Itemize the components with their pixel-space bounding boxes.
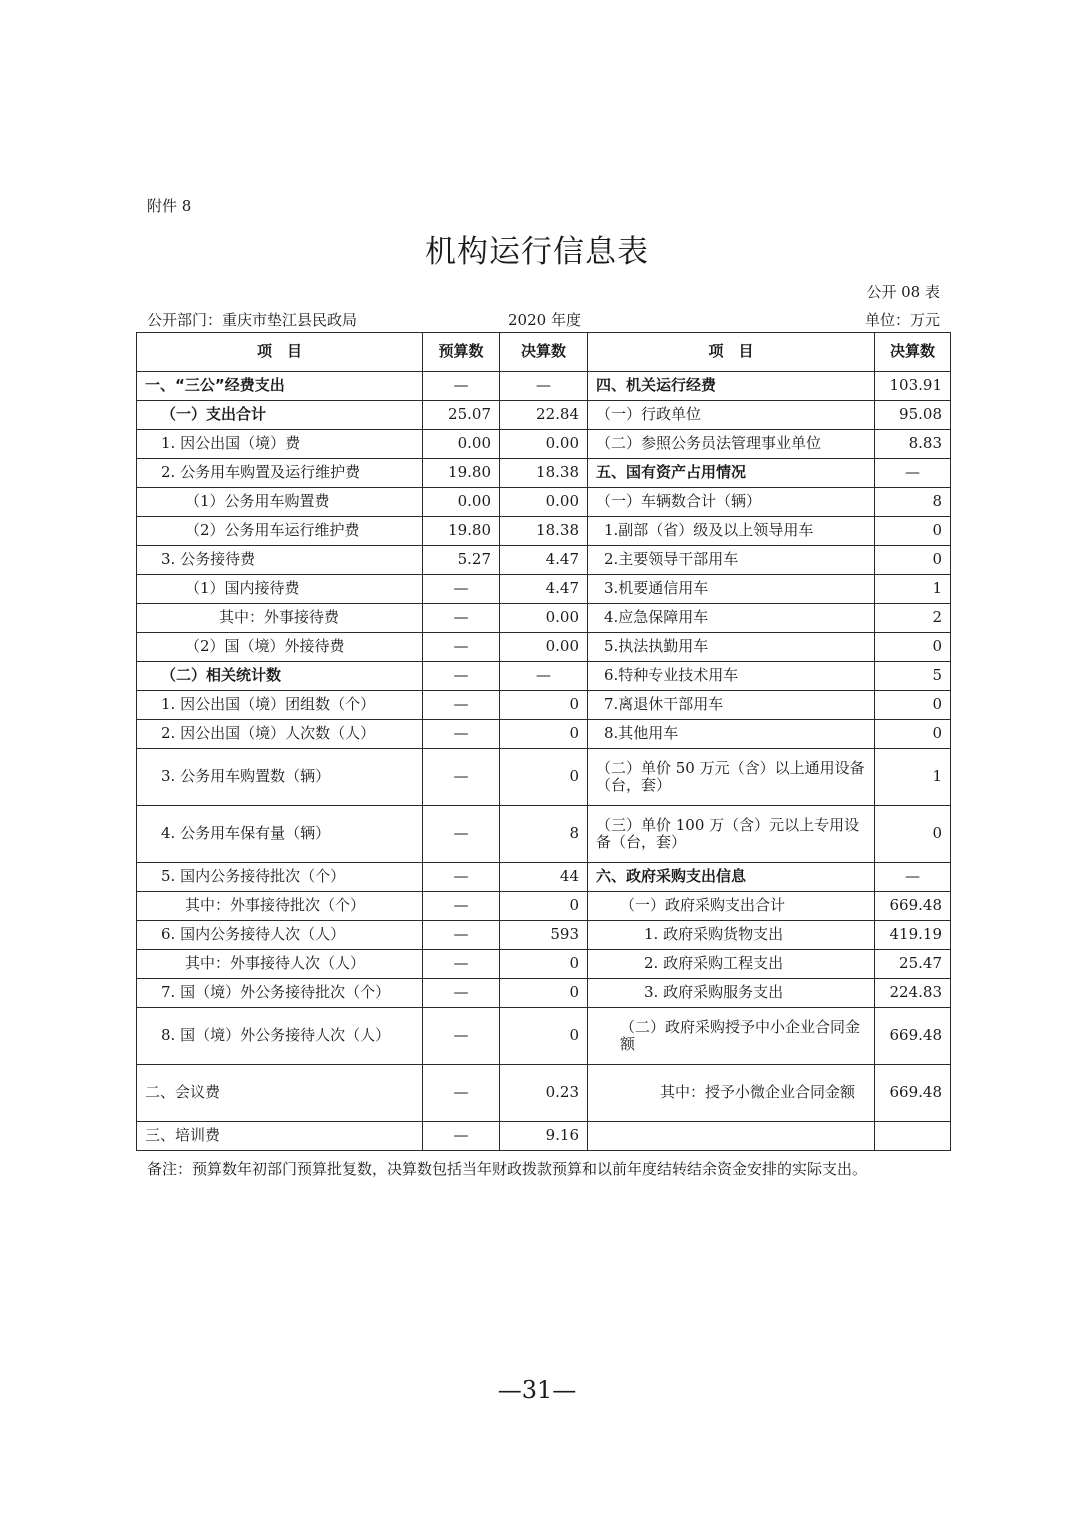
row-budget: —: [423, 372, 500, 401]
row-item-right: 2. 政府采购工程支出: [588, 950, 875, 979]
row-actual-right: 25.47: [875, 950, 951, 979]
department-label: 公开部门：重庆市垫江县民政局: [147, 311, 358, 329]
row-actual: 44: [500, 863, 588, 892]
row-item: 5. 国内公务接待批次（个）: [137, 863, 423, 892]
year-label: 2020 年度: [508, 311, 581, 329]
row-item: （二）相关统计数: [137, 662, 423, 691]
row-budget: 5.27: [423, 546, 500, 575]
row-item: （一）支出合计: [137, 401, 423, 430]
row-item: （2）国（境）外接待费: [137, 633, 423, 662]
row-budget: —: [423, 979, 500, 1008]
table-row: [137, 459, 951, 488]
table-row: [137, 662, 951, 691]
row-item: 1. 因公出国（境）费: [137, 430, 423, 459]
footnote: 备注：预算数年初部门预算批复数，决算数包括当年财政拨款预算和以前年度结转结余资金安排的实际支出。: [147, 1160, 868, 1178]
row-item-right: （一）行政单位: [588, 401, 875, 430]
row-budget: 25.07: [423, 401, 500, 430]
row-item-right: 五、国有资产占用情况: [588, 459, 875, 488]
row-actual-right: 5: [875, 662, 951, 691]
row-item-right: [588, 1122, 875, 1151]
table-row: [137, 517, 951, 546]
row-item-right: 3.机要通信用车: [588, 575, 875, 604]
row-actual: 0.00: [500, 430, 588, 459]
row-item-right: 5.执法执勤用车: [588, 633, 875, 662]
row-actual-right: 8.83: [875, 430, 951, 459]
row-actual-right: —: [875, 459, 951, 488]
table-row: [137, 1065, 951, 1122]
row-item-right: 其中：授予小微企业合同金额: [588, 1065, 875, 1122]
row-actual: 4.47: [500, 575, 588, 604]
annex-label: 附件 8: [147, 197, 192, 215]
table-row: [137, 633, 951, 662]
header-budget: 预算数: [423, 333, 500, 372]
row-budget: —: [423, 863, 500, 892]
row-budget: 19.80: [423, 517, 500, 546]
row-actual-right: 0: [875, 633, 951, 662]
table-row: [137, 604, 951, 633]
header-item-right: 项 目: [588, 333, 875, 372]
row-actual-right: 669.48: [875, 1008, 951, 1065]
page-number: —31—: [497, 1376, 577, 1404]
row-actual-right: 1: [875, 575, 951, 604]
row-item-right: 六、政府采购支出信息: [588, 863, 875, 892]
row-budget: —: [423, 806, 500, 863]
row-actual: 4.47: [500, 546, 588, 575]
row-item: 1. 因公出国（境）团组数（个）: [137, 691, 423, 720]
row-actual-right: 0: [875, 546, 951, 575]
table-row: [137, 979, 951, 1008]
row-item-right: 4.应急保障用车: [588, 604, 875, 633]
table-row: [137, 806, 951, 863]
header-item: 项 目: [137, 333, 423, 372]
row-item: 8. 国（境）外公务接待人次（人）: [137, 1008, 423, 1065]
row-actual-right: 0: [875, 691, 951, 720]
table-row: [137, 950, 951, 979]
table-row: [137, 720, 951, 749]
table-row: [137, 749, 951, 806]
table-header-row: [137, 333, 951, 372]
row-actual-right: 95.08: [875, 401, 951, 430]
row-actual-right: 224.83: [875, 979, 951, 1008]
row-item-right: 3. 政府采购服务支出: [588, 979, 875, 1008]
row-item-right: （一）政府采购支出合计: [588, 892, 875, 921]
info-table: [136, 332, 951, 1151]
row-actual-right: 8: [875, 488, 951, 517]
row-budget: —: [423, 691, 500, 720]
row-budget: —: [423, 1008, 500, 1065]
row-budget: —: [423, 892, 500, 921]
row-actual: 18.38: [500, 459, 588, 488]
row-actual: 18.38: [500, 517, 588, 546]
row-budget: —: [423, 921, 500, 950]
table-row: [137, 546, 951, 575]
row-actual-right: 0: [875, 720, 951, 749]
row-actual: 0: [500, 691, 588, 720]
row-actual-right: 2: [875, 604, 951, 633]
row-budget: 0.00: [423, 430, 500, 459]
table-row: [137, 892, 951, 921]
row-item-right: 1.副部（省）级及以上领导用车: [588, 517, 875, 546]
table-row: [137, 1008, 951, 1065]
row-item-right: （二）参照公务员法管理事业单位: [588, 430, 875, 459]
row-actual: 0: [500, 979, 588, 1008]
row-actual-right: [875, 1122, 951, 1151]
row-item: 其中：外事接待人次（人）: [137, 950, 423, 979]
row-actual: 0.00: [500, 633, 588, 662]
row-item-right: （二）单价 50 万元（含）以上通用设备（台，套）: [588, 749, 875, 806]
row-actual: 593: [500, 921, 588, 950]
row-item-right: （一）车辆数合计（辆）: [588, 488, 875, 517]
row-item-right: 6.特种专业技术用车: [588, 662, 875, 691]
row-actual: 0.23: [500, 1065, 588, 1122]
row-item: 7. 国（境）外公务接待批次（个）: [137, 979, 423, 1008]
row-actual: 8: [500, 806, 588, 863]
row-actual-right: 0: [875, 806, 951, 863]
row-item: 2. 公务用车购置及运行维护费: [137, 459, 423, 488]
row-item-right: （二）政府采购授予中小企业合同金额: [588, 1008, 875, 1065]
row-actual-right: —: [875, 863, 951, 892]
row-item: 6. 国内公务接待人次（人）: [137, 921, 423, 950]
row-item-right: 2.主要领导干部用车: [588, 546, 875, 575]
row-actual: 0: [500, 892, 588, 921]
row-budget: —: [423, 749, 500, 806]
table-row: [137, 863, 951, 892]
form-number: 公开 08 表: [866, 283, 940, 301]
row-budget: —: [423, 604, 500, 633]
row-item: （1）国内接待费: [137, 575, 423, 604]
row-item: 其中：外事接待费: [137, 604, 423, 633]
table-row: [137, 488, 951, 517]
row-actual-right: 669.48: [875, 1065, 951, 1122]
row-actual: 0: [500, 749, 588, 806]
row-item: 其中：外事接待批次（个）: [137, 892, 423, 921]
row-item: 三、培训费: [137, 1122, 423, 1151]
header-actual-right: 决算数: [875, 333, 951, 372]
row-item: 3. 公务接待费: [137, 546, 423, 575]
row-actual: 0: [500, 950, 588, 979]
row-item: 3. 公务用车购置数（辆）: [137, 749, 423, 806]
row-budget: —: [423, 1065, 500, 1122]
row-budget: 0.00: [423, 488, 500, 517]
row-item: （2）公务用车运行维护费: [137, 517, 423, 546]
unit-label: 单位：万元: [864, 311, 940, 329]
row-actual-right: 0: [875, 517, 951, 546]
row-budget: —: [423, 633, 500, 662]
row-item-right: 7.离退休干部用车: [588, 691, 875, 720]
row-actual: 0: [500, 1008, 588, 1065]
table-row: [137, 401, 951, 430]
row-budget: —: [423, 662, 500, 691]
row-budget: —: [423, 575, 500, 604]
row-budget: —: [423, 720, 500, 749]
row-budget: —: [423, 950, 500, 979]
row-actual-right: 669.48: [875, 892, 951, 921]
row-actual-right: 103.91: [875, 372, 951, 401]
table-row: [137, 430, 951, 459]
row-budget: —: [423, 1122, 500, 1151]
row-item: （1）公务用车购置费: [137, 488, 423, 517]
row-item-right: （三）单价 100 万（含）元以上专用设备（台，套）: [588, 806, 875, 863]
row-item-right: 四、机关运行经费: [588, 372, 875, 401]
row-actual: 0.00: [500, 604, 588, 633]
page-title: 机构运行信息表: [425, 234, 649, 270]
row-item: 二、会议费: [137, 1065, 423, 1122]
row-budget: 19.80: [423, 459, 500, 488]
row-actual-right: 419.19: [875, 921, 951, 950]
row-actual-right: 1: [875, 749, 951, 806]
row-actual: 0: [500, 720, 588, 749]
row-actual: —: [500, 662, 588, 691]
row-actual: 22.84: [500, 401, 588, 430]
row-item: 一、“三公”经费支出: [137, 372, 423, 401]
row-actual: —: [500, 372, 588, 401]
row-actual: 9.16: [500, 1122, 588, 1151]
row-item-right: 8.其他用车: [588, 720, 875, 749]
table-row: [137, 691, 951, 720]
row-actual: 0.00: [500, 488, 588, 517]
row-item: 4. 公务用车保有量（辆）: [137, 806, 423, 863]
table-row: [137, 575, 951, 604]
table-row: [137, 372, 951, 401]
row-item: 2. 因公出国（境）人次数（人）: [137, 720, 423, 749]
header-actual: 决算数: [500, 333, 588, 372]
table-row: [137, 1122, 951, 1151]
table-row: [137, 921, 951, 950]
row-item-right: 1. 政府采购货物支出: [588, 921, 875, 950]
